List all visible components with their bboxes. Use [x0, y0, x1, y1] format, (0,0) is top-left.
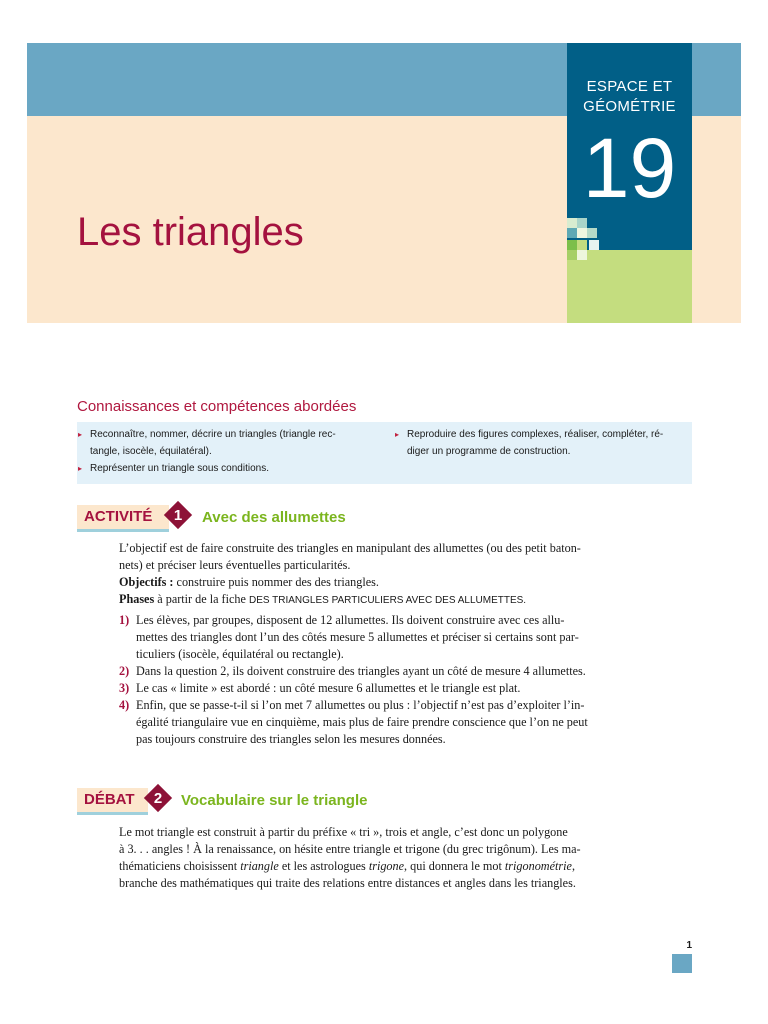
debat-number: 2	[153, 790, 163, 807]
activity-intro: L’objectif est de faire construite des triangles en manipulant des allumettes (ou des petit baton- nets) et préciser leurs éventuelles particularités. Objectifs : construire puis nommer des des triangles. Phases à partir de la fiche DES TRIANGLES PARTICULIERS AVEC DES ALLUMETTES.	[119, 541, 581, 606]
page-number: 1	[686, 940, 692, 951]
chapter-number: 19	[582, 121, 677, 215]
activity-number: 1	[173, 507, 183, 524]
competence-item: ▸ Représenter un triangle sous conditions.	[90, 460, 380, 477]
debat-title: Vocabulaire sur le triangle	[181, 792, 368, 809]
competence-item: ▸ Reconnaître, nommer, décrire un triangles (triangle rec- tangle, isocèle, équilatéral).	[90, 426, 380, 460]
competences-title: Connaissances et compétences abordées	[77, 398, 357, 415]
competences-box	[77, 422, 692, 484]
debat-paragraph: Le mot triangle est construit à partir du préfixe « tri », trois et angle, c’est donc un polygone à 3. . . angles ! À la renaissance, on hésite entre triangle et trigone (du grec trigônum). Les ma- thématiciens choisissent triangle et les astrologues trigone, qui donnera le mot trigonométrie, branche des mathématiques qui traite des relations entre distances et angles dans les triangles.	[119, 825, 581, 890]
accent-box	[567, 250, 692, 323]
debat-label: DÉBAT	[84, 791, 135, 808]
competence-item: ▸ Reproduire des figures complexes, réaliser, compléter, ré- diger un programme de construction.	[407, 426, 687, 460]
list-item: 4) Enfin, que se passe-t-il si l’on met 7 allumettes ou plus : l’objectif n’est pas d’exploiter l’in- égalité triangulaire vue en cinquième, mais plus de faire prendre conscience que l’on ne peut pas toujours construire des triangles selon les mesures données.	[119, 698, 588, 746]
page-title: Les triangles	[77, 210, 304, 254]
debat-underline	[77, 812, 148, 815]
chapter-category-line1: ESPACE ET	[586, 78, 673, 95]
worksheet-reference: DES TRIANGLES PARTICULIERS AVEC DES ALLUMETTES.	[248, 595, 527, 606]
bullet-icon: ▸	[78, 430, 83, 439]
bullet-icon: ▸	[395, 430, 400, 439]
bullet-icon: ▸	[78, 464, 83, 473]
list-item: 1) Les élèves, par groupes, disposent de 12 allumettes. Ils doivent construire avec ces allu- mettes des triangles dont l’un des côtés mesure 5 allumettes et préciser si certains sont par- ticuliers (isocèle, équilatéral ou rectangle).	[119, 613, 579, 661]
activity-underline	[77, 529, 169, 532]
activity-title: Avec des allumettes	[202, 509, 346, 526]
list-item: 3) Le cas « limite » est abordé : un côté mesure 6 allumettes et le triangle est plat.	[119, 681, 521, 695]
phases-label: Phases	[119, 592, 155, 606]
list-item: 2) Dans la question 2, ils doivent construire des triangles ayant un côté de mesure 4 allumettes.	[119, 664, 586, 678]
page-marker	[672, 954, 692, 973]
activity-label: ACTIVITÉ	[84, 508, 153, 525]
chapter-category-line2: GÉOMÉTRIE	[583, 98, 676, 115]
objectifs-label: Objectifs :	[119, 575, 174, 589]
